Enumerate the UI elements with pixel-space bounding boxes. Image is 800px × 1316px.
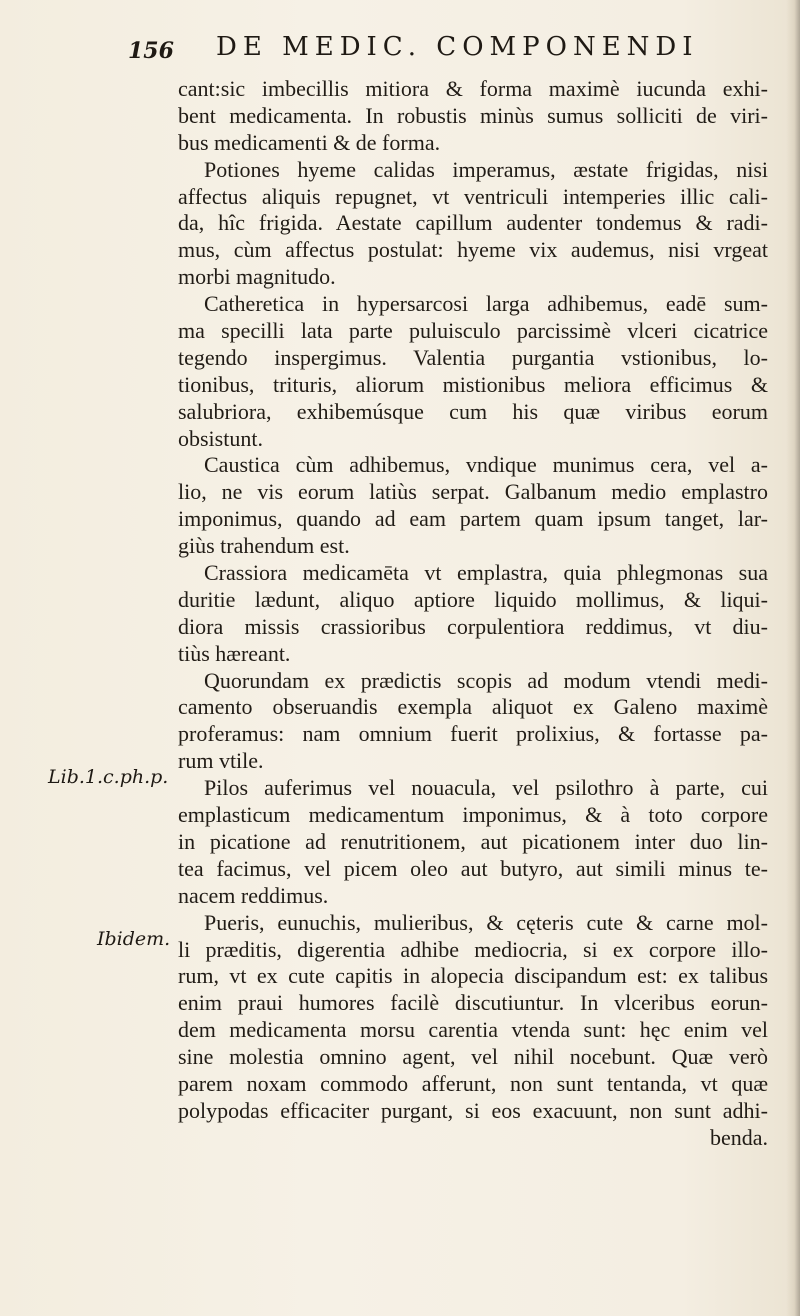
text-line: rum vtile. — [178, 748, 264, 774]
text-line: parem noxam commodo afferunt, non sunt tentanda, vt quæ — [178, 1070, 768, 1096]
text-line: Quorundam ex prædictis scopis ad modum vtendi medi- — [204, 667, 768, 693]
text-line: duritie lædunt, aliquo aptiore liquido mollimus, & liqui- — [178, 586, 768, 612]
text-line: affectus aliquis repugnet, vt ventriculi intemperies illic cali- — [178, 183, 768, 209]
text-line: in picatione ad renutritionem, aut picationem inter duo lin- — [178, 828, 768, 854]
text-line: tionibus, trituris, aliorum mistionibus meliora efficimus & — [178, 371, 768, 397]
text-line: tegendo inspergimus. Valentia purgantia vstionibus, lo- — [178, 344, 768, 370]
text-line: imponimus, quando ad eam partem quam ipsum tanget, lar- — [178, 506, 768, 532]
page-header — [128, 30, 768, 70]
text-line: emplasticum medicamentum imponimus, & à toto corpore — [178, 802, 768, 828]
text-line: salubriora, exhibemúsque cum his quæ viribus eorum — [178, 398, 768, 424]
text-line: bus medicamenti & de forma. — [178, 129, 441, 155]
text-line: cant:sic imbecillis mitiora & forma maximè iucunda exhi- — [178, 76, 768, 101]
text-line: camento obseruandis exempla aliquot ex Galeno maximè — [178, 694, 768, 720]
text-line: benda. — [709, 1124, 768, 1150]
text-line: da, hîc frigida. Aestate capillum audenter tondemus & radi- — [178, 210, 768, 236]
text-line: giùs trahendum est. — [178, 533, 350, 559]
text-line: obsistunt. — [178, 425, 263, 451]
text-line: tiùs hæreant. — [178, 640, 291, 666]
text-line: lio, ne vis eorum latiùs serpat. Galbanum medio emplastro — [178, 479, 768, 505]
text-line: morbi magnitudo. — [178, 264, 336, 290]
text-line: rum, vt ex cute capitis in alopecia discipandum est: ex talibus — [178, 963, 768, 989]
text-line: dem medicamenta morsu carentia vtenda sunt: hęc enim vel — [178, 1017, 768, 1043]
body-text — [178, 76, 768, 1152]
text-line: li præditis, digerentia adhibe mediocria, si ex corpore illo- — [178, 936, 768, 962]
text-line: Potiones hyeme calidas imperamus, æstate frigidas, nisi — [204, 156, 768, 182]
text-line: tea facimus, vel picem oleo aut butyro, aut simili minus te- — [178, 855, 768, 881]
page-number: 156 — [128, 38, 174, 64]
text-line: bent medicamenta. In robustis minùs sumus solliciti de viri- — [178, 102, 768, 128]
text-line: mus, cùm affectus postulat: hyeme vix audemus, nisi vrgeat — [178, 237, 768, 263]
text-line: Catheretica in hypersarcosi larga adhibemus, eadē sum- — [204, 291, 768, 317]
text-line: Pilos auferimus vel nouacula, vel psilothro à parte, cui — [204, 775, 768, 801]
text-line: Crassiora medicamēta vt emplastra, quia phlegmonas sua — [204, 560, 768, 586]
text-line: ma specilli lata parte puluisculo parcissimè vlceri cicatrice — [178, 318, 768, 344]
text-line: sine molestia omnino agent, vel nihil nocebunt. Quæ verò — [178, 1044, 768, 1070]
text-line: nacem reddimus. — [178, 882, 329, 908]
text-line: polypodas efficaciter purgant, si eos exacuunt, non sunt adhi- — [178, 1097, 768, 1123]
margin-note-ibidem: Ibidem. — [97, 928, 171, 950]
text-line: proferamus: nam omnium fuerit prolixius, & fortasse pa- — [178, 721, 768, 747]
page-edge-shadow — [786, 0, 800, 1316]
text-line: enim praui humores facilè discutiuntur. In vlceribus eorun- — [178, 990, 768, 1016]
text-line: diora missis crassioribus corpulentiora reddimus, vt diu- — [178, 613, 768, 639]
margin-note-reference: Lib.1.c.ph.p. — [48, 766, 169, 788]
text-line: Caustica cùm adhibemus, vndique munimus cera, vel a- — [204, 452, 768, 478]
text-line: Pueris, eunuchis, mulieribus, & cęteris cute & carne mol- — [204, 909, 768, 935]
running-title: DE MEDIC. COMPONENDI — [216, 32, 699, 62]
